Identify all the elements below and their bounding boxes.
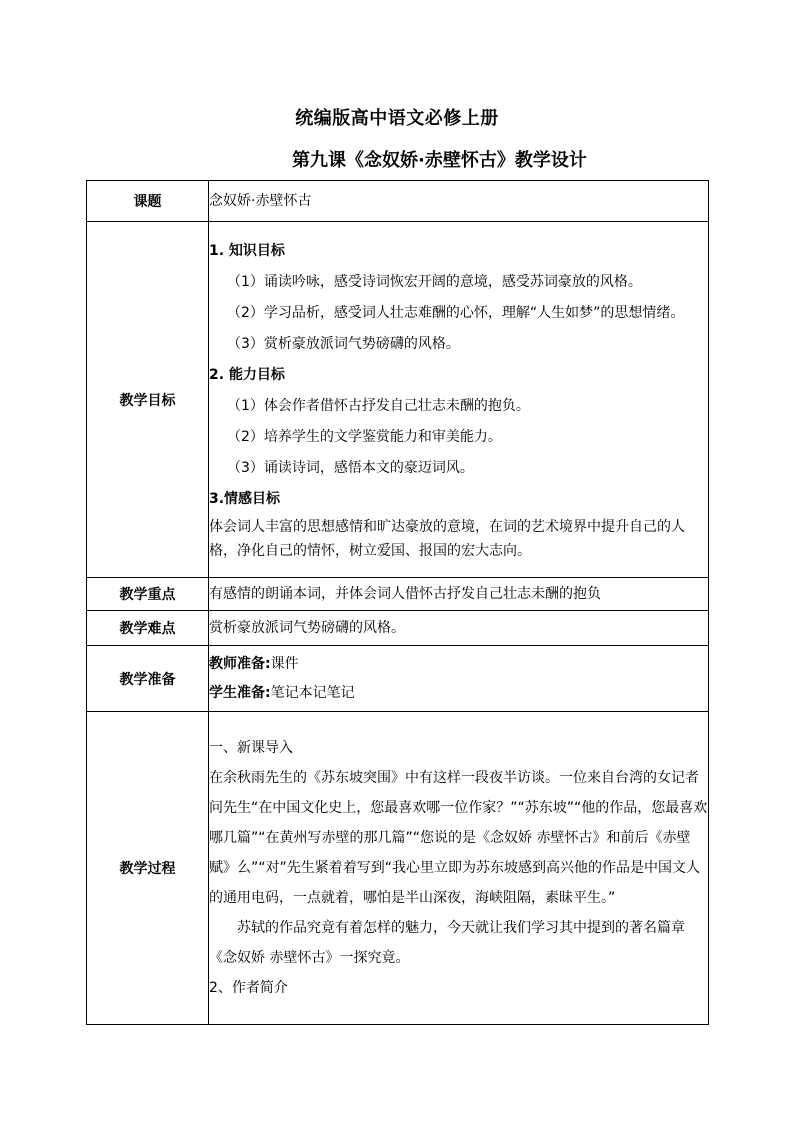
ability-item: （2）培养学生的文学鉴赏能力和审美能力。 — [227, 429, 502, 445]
row-objectives — [87, 222, 709, 578]
student-prep — [209, 679, 708, 708]
ability-item: （1）体会作者借怀古抒发自己壮志未酬的抱负。 — [227, 398, 530, 414]
teacher-prep-label: 教师准备: — [209, 655, 271, 672]
knowledge-item: （1）诵读吟咏，感受诗词恢宏开阔的意境，感受苏词豪放的风格。 — [227, 274, 642, 290]
value-preparation — [209, 646, 709, 712]
intro-paragraph: 在余秋雨先生的《苏东坡突围》中有这样一段夜半访谈。一位来自台湾的女记者问先生“在中国文化史上，您最喜欢哪一位作家？”“苏东坡”“他的作品，您最喜欢哪几篇”“在黄州写赤壁的那几篇”“您说的是《念奴娇 赤壁怀古》和前后《赤壁赋》么”“对”先生紧着着写到“我心里立即为苏东坡感到高兴他的作品是中国文人的通用电码，一点就着，哪怕是半山深夜，海峡阻隔，素昧平生。” — [209, 770, 708, 906]
label-process: 教学过程 — [87, 712, 209, 1025]
teacher-prep-value: 课件 — [270, 655, 299, 672]
student-prep-value: 笔记本记笔记 — [270, 684, 355, 701]
label-objectives: 教学目标 — [87, 222, 209, 578]
ability-heading: 2. 能力目标 — [209, 367, 285, 383]
lesson-plan-table — [86, 180, 709, 1025]
row-topic — [87, 181, 709, 222]
value-process — [209, 712, 709, 1025]
label-topic: 课题 — [87, 181, 209, 222]
teacher-prep — [209, 650, 708, 679]
document-subtitle: 第九课《念奴娇·赤壁怀古》教学设计 — [292, 150, 587, 171]
label-key-points: 教学重点 — [87, 578, 209, 611]
student-prep-label: 学生准备: — [209, 684, 271, 701]
knowledge-heading: 1. 知识目标 — [209, 243, 285, 259]
ability-item: （3）诵读诗词，感悟本文的豪迈词风。 — [227, 460, 474, 476]
row-key-points — [87, 578, 709, 611]
row-process — [87, 712, 709, 1025]
label-preparation: 教学准备 — [87, 646, 209, 712]
emotion-text: 体会词人丰富的思想感情和旷达豪放的意境，在词的艺术境界中提升自己的人格，净化自己的情怀，树立爱国、报国的宏大志向。 — [209, 519, 685, 559]
transition-paragraph: 苏轼的作品究竟有着怎样的魅力，今天就让我们学习其中提到的著名篇章《念奴娇 赤壁怀古》一探究竟。 — [209, 920, 685, 966]
value-difficulties: 赏析豪放派词气势磅礴的风格。 — [209, 611, 709, 646]
section-heading: 2、作者简介 — [209, 980, 288, 996]
row-preparation — [87, 646, 709, 712]
section-heading: 一、新课导入 — [209, 740, 293, 756]
label-difficulties: 教学难点 — [87, 611, 209, 646]
emotion-heading: 3.情感目标 — [209, 491, 281, 507]
value-key-points: 有感情的朗诵本词，并体会词人借怀古抒发自己壮志未酬的抱负 — [209, 578, 709, 611]
value-objectives — [209, 222, 709, 578]
knowledge-item: （3）赏析豪放派词气势磅礴的风格。 — [227, 336, 460, 352]
knowledge-item: （2）学习品析，感受词人壮志难酬的心怀，理解“人生如梦”的思想情绪。 — [227, 305, 685, 321]
document-title: 统编版高中语文必修上册 — [295, 108, 499, 129]
row-difficulties — [87, 611, 709, 646]
value-topic: 念奴娇·赤壁怀古 — [209, 181, 709, 222]
